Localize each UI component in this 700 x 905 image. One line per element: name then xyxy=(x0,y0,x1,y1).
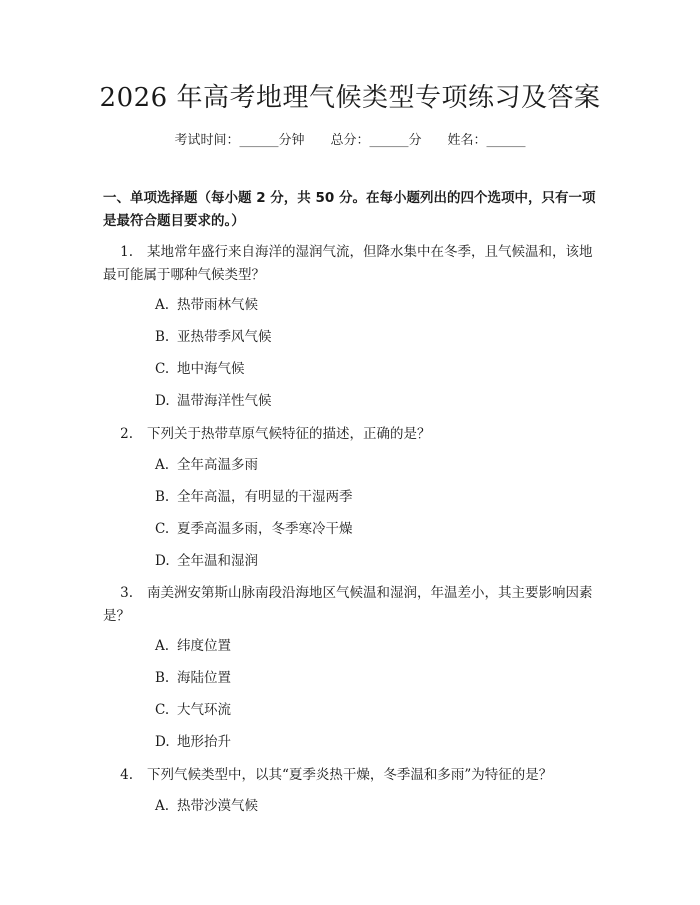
question-text: 下列气候类型中，以其“夏季炎热干燥，冬季温和多雨”为特征的是？ xyxy=(147,767,553,783)
option-3d: D. 地形抬升 xyxy=(155,734,231,750)
option-2b: B. 全年高温，有明显的干湿两季 xyxy=(155,489,353,505)
question-3 xyxy=(103,582,603,628)
exam-meta xyxy=(0,131,700,151)
question-number: 1. xyxy=(120,244,133,260)
total-score-label: 总分：______分 xyxy=(330,133,422,148)
question-1 xyxy=(103,241,603,287)
option-4a: A. 热带沙漠气候 xyxy=(155,798,258,814)
option-2a: A. 全年高温多雨 xyxy=(155,457,258,473)
option-2c: C. 夏季高温多雨，冬季寒冷干燥 xyxy=(155,521,353,537)
question-number: 3. xyxy=(120,585,133,601)
exam-time-label: 考试时间：______分钟 xyxy=(174,133,305,148)
question-text: 某地常年盛行来自海洋的湿润气流，但降水集中在冬季，且气候温和，该地最可能属于哪种气候类型？ xyxy=(103,244,593,283)
question-4 xyxy=(103,764,603,787)
option-1b: B. 亚热带季风气候 xyxy=(155,329,272,345)
section-heading: 一、单项选择题（每小题 2 分，共 50 分。在每小题列出的四个选项中，只有一项是最符合题目要求的。） xyxy=(103,190,596,229)
option-3c: C. 大气环流 xyxy=(155,702,231,718)
option-1a: A. 热带雨林气候 xyxy=(155,297,258,313)
option-2d: D. 全年温和湿润 xyxy=(155,553,258,569)
option-3b: B. 海陆位置 xyxy=(155,670,231,686)
question-number: 4. xyxy=(120,767,133,783)
question-text: 下列关于热带草原气候特征的描述，正确的是？ xyxy=(147,426,431,442)
option-1d: D. 温带海洋性气候 xyxy=(155,393,272,409)
option-1c: C. 地中海气候 xyxy=(155,361,245,377)
page-title: 2026 年高考地理气候类型专项练习及答案 xyxy=(99,83,601,113)
option-3a: A. 纬度位置 xyxy=(155,638,231,654)
question-2 xyxy=(103,423,603,446)
question-number: 2. xyxy=(120,426,133,442)
question-text: 南美洲安第斯山脉南段沿海地区气候温和湿润，年温差小，其主要影响因素是？ xyxy=(103,585,593,624)
student-name-label: 姓名：______ xyxy=(447,133,526,148)
